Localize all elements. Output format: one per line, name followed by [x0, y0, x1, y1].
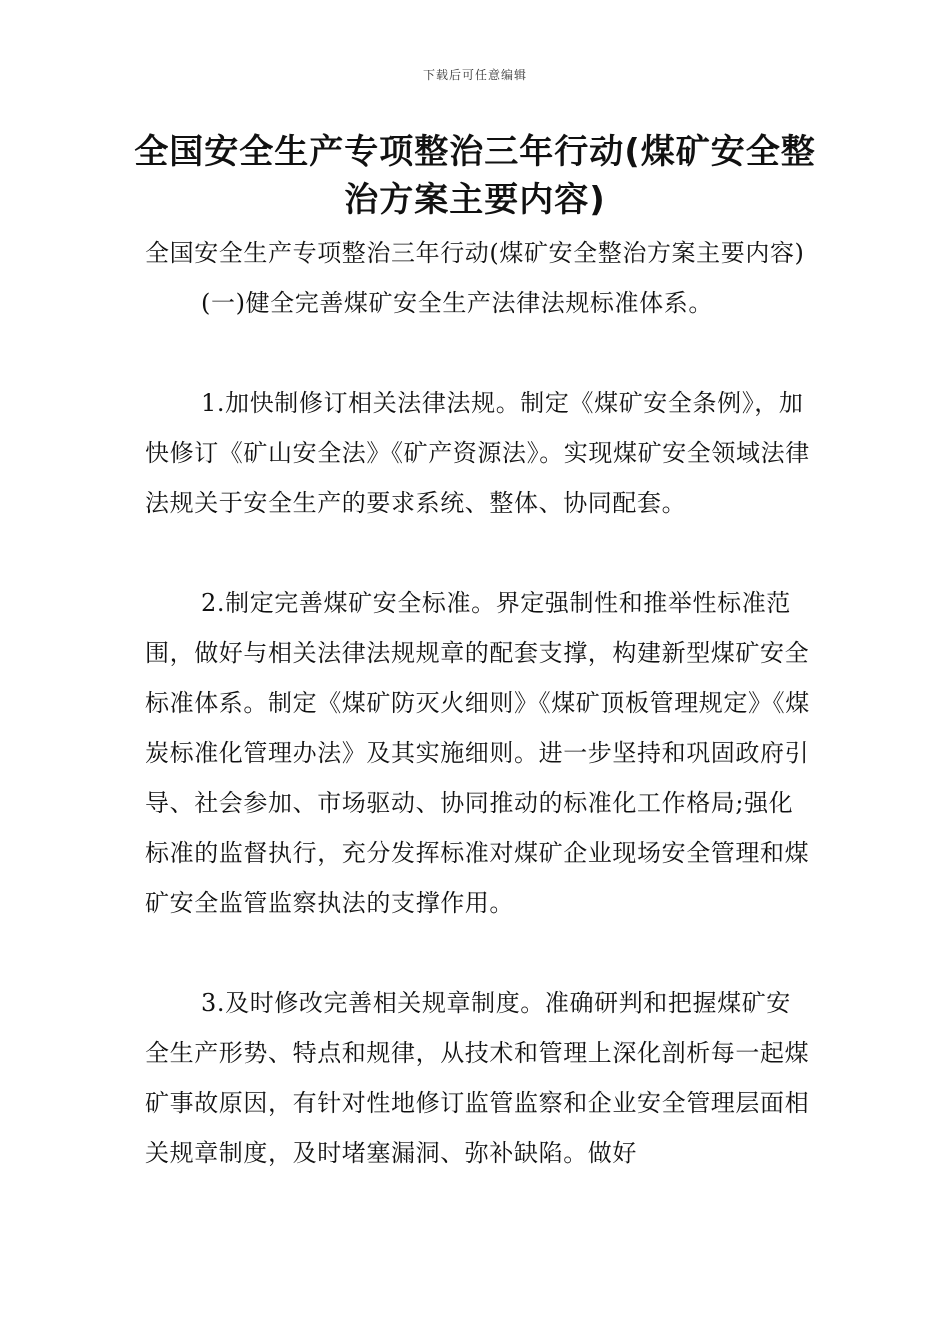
- section-heading: (一)健全完善煤矿安全生产法律法规标准体系。: [201, 289, 713, 317]
- paragraph: 3.及时修改完善相关规章制度。准确研判和把握煤矿安全生产形势、特点和规律，从技术和管理上深化剖析每一起煤矿事故原因，有针对性地修订监管监察和企业安全管理层面相关规章制度，及时堵塞漏洞、弥补缺陷。做好: [145, 989, 810, 1167]
- document-title: 全国安全生产专项整治三年行动(煤矿安全整治方案主要内容): [134, 132, 816, 220]
- paragraph: 2.制定完善煤矿安全标准。界定强制性和推举性标准范围，做好与相关法律法规规章的配套支撑，构建新型煤矿安全标准体系。制定《煤矿防灭火细则》《煤矿顶板管理规定》《煤炭标准化管理办法》及其实施细则。进一步坚持和巩固政府引导、社会参加、市场驱动、协同推动的标准化工作格局;强化标准的监督执行，充分发挥标准对煤矿企业现场安全管理和煤矿安全监管监察执法的支撑作用。: [145, 589, 810, 917]
- page-header-note: 下载后可任意编辑: [422, 68, 527, 82]
- paragraph: 1.加快制修订相关法律法规。制定《煤矿安全条例》，加快修订《矿山安全法》《矿产资源法》。实现煤矿安全领域法律法规关于安全生产的要求系统、整体、协同配套。: [145, 389, 810, 517]
- document-body: [145, 228, 815, 1178]
- subtitle-line: 全国安全生产专项整治三年行动(煤矿安全整治方案主要内容): [145, 239, 805, 267]
